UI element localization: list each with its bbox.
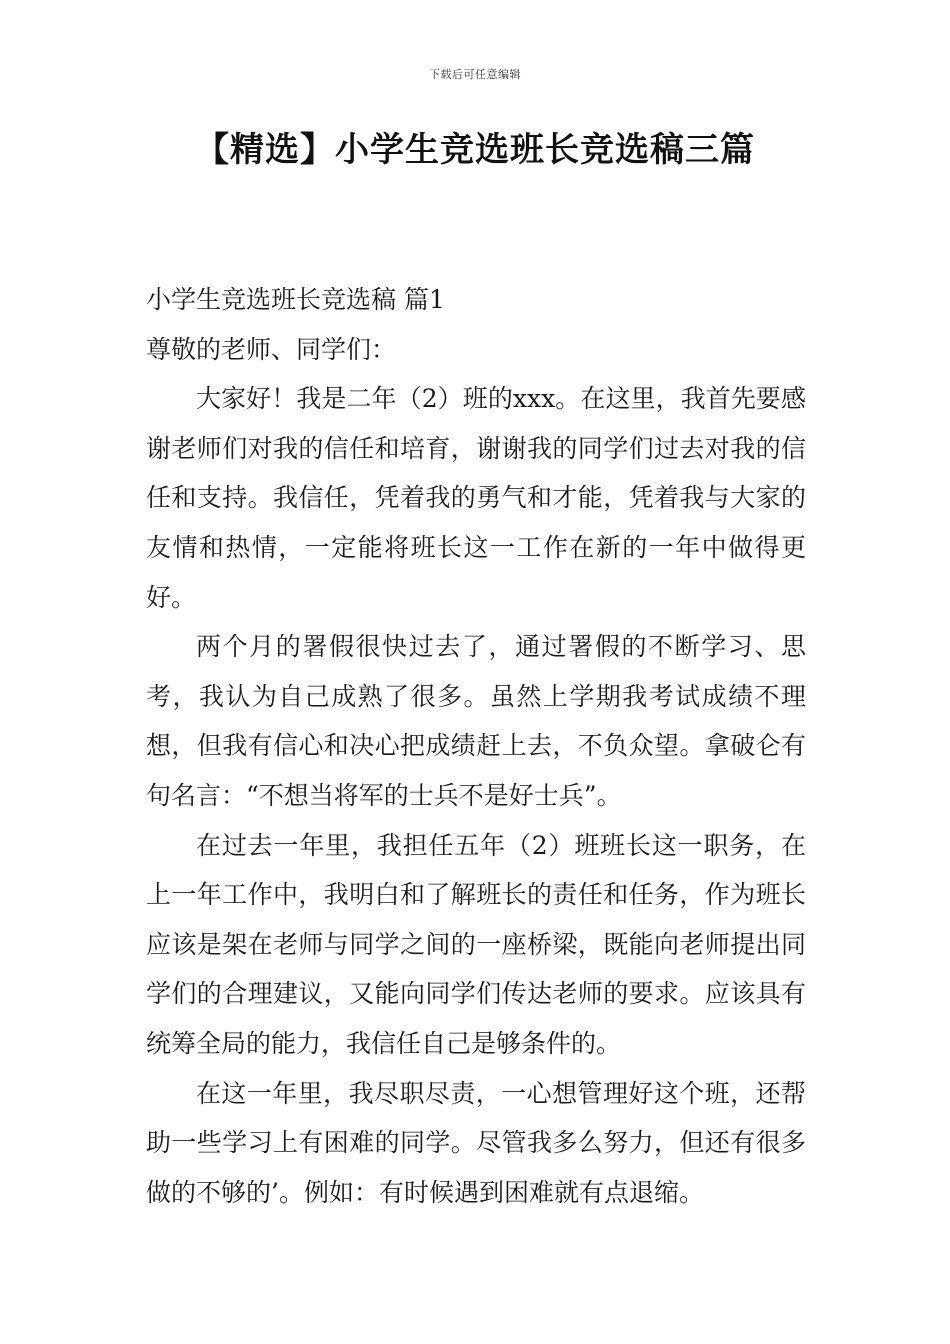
salutation: 尊敬的老师、同学们：	[146, 334, 397, 364]
document-title: 【精选】小学生竞选班长竞选稿三篇	[195, 130, 755, 170]
section-heading: 小学生竞选班长竞选稿 篇1	[146, 285, 445, 314]
paragraph: 在这一年里，我尽职尽责，一心想管理好这个班，还帮助一些学习上有困难的同学。尽管我多么努力，但还有很多做的不够的’。例如：有时候遇到困难就有点退缩。	[146, 1078, 806, 1207]
document-body	[146, 275, 806, 1217]
header-note: 下载后可任意编辑	[429, 68, 521, 81]
paragraph: 两个月的署假很快过去了，通过署假的不断学习、思考，我认为自己成熟了很多。虽然上学期我考试成绩不理想，但我有信心和决心把成绩赶上去，不负众望。拿破仑有句名言：“不想当将军的士兵不是好士兵”。	[146, 632, 806, 810]
paragraph: 在过去一年里，我担任五年（2）班班长这一职务，在上一年工作中，我明白和了解班长的责任和任务，作为班长应该是架在老师与同学之间的一座桥梁，既能向老师提出同学们的合理建议，又能向同学们传达老师的要求。应该具有统筹全局的能力，我信任自己是够条件的。	[146, 830, 806, 1058]
paragraph: 大家好！我是二年（2）班的xxx。在这里，我首先要感谢老师们对我的信任和培育，谢谢我的同学们过去对我的信任和支持。我信任，凭着我的勇气和才能，凭着我与大家的友情和热情，一定能将班长这一工作在新的一年中做得更好。	[146, 384, 806, 612]
